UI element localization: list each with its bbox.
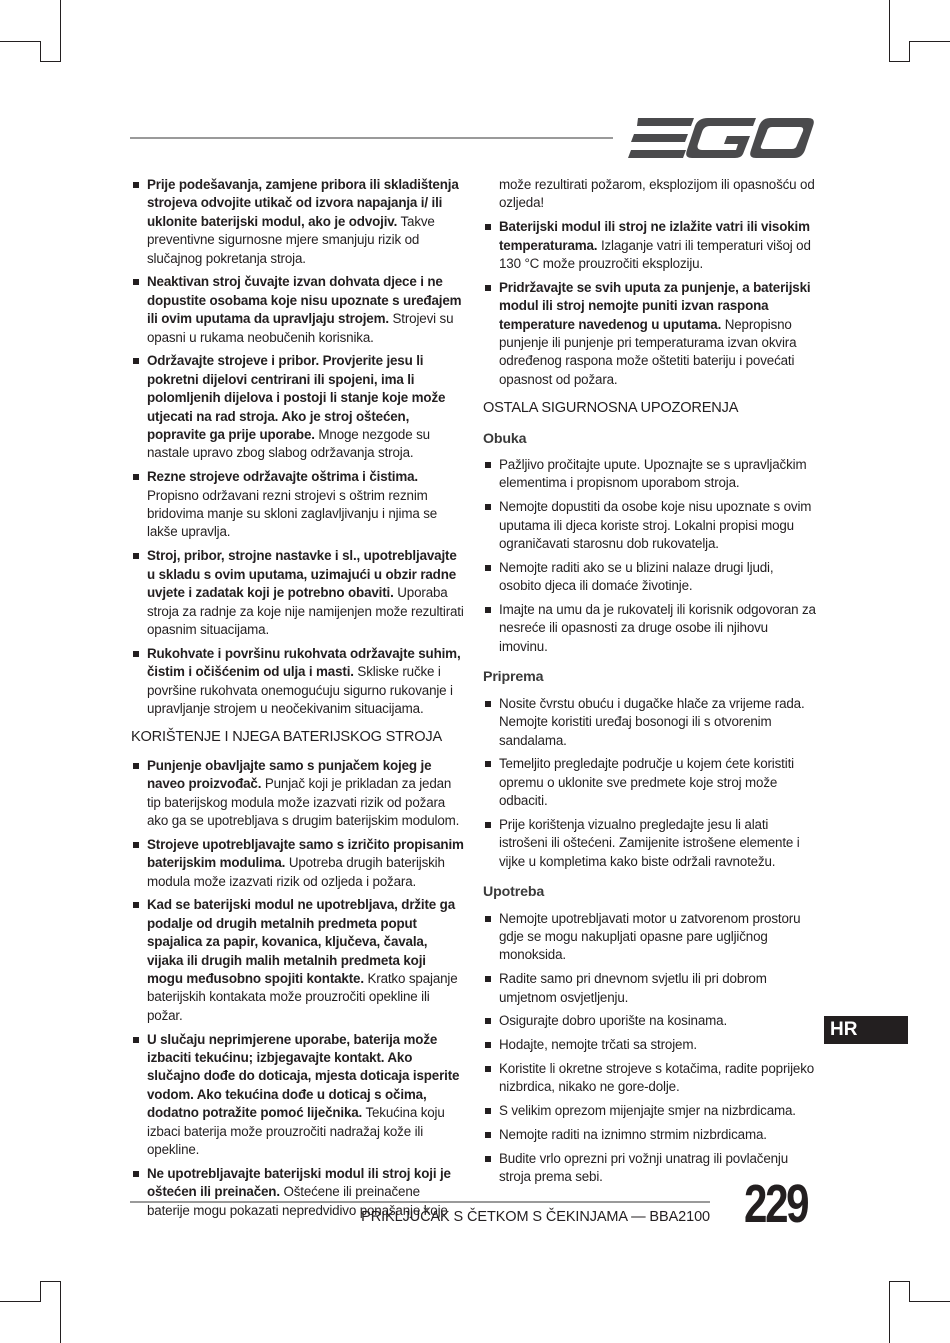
crop-mark xyxy=(910,41,950,42)
list-item: Nosite čvrstu obuću i dugačke hlače za vrijeme rada. Nemojte koristiti uređaj bosonogi ili s otvorenim sandalama. xyxy=(483,695,817,750)
list-item: Pridržavajte se svih uputa za punjenje, a baterijski modul ili stroj nemojte puniti izvan raspona temperature navedenog u uputama. Nepropisno punjenje ili punjenje pri temperaturama izvan okvira određenog raspona može oštetiti bateriju i povećati opasnost od požara. xyxy=(483,279,817,389)
section-title-battery: KORIŠTENJE I NJEGA BATERIJSKOG STROJA xyxy=(131,729,443,746)
bullet-square-icon xyxy=(485,285,491,291)
crop-mark xyxy=(910,1301,950,1302)
bullet-square-icon xyxy=(133,1037,139,1043)
bullet-square-icon xyxy=(133,1171,139,1177)
list-item: Neaktivan stroj čuvajte izvan dohvata djece i ne dopustite osobama koje nisu upoznate s uređajem ili ovim uputama da upravljaju strojem. Strojevi su opasni u rukama neobučenih korisnika. xyxy=(131,273,465,347)
subsection-title-usage: Upotreba xyxy=(483,884,545,901)
subsection-title-training: Obuka xyxy=(483,430,527,447)
list-item: Rezne strojeve održavajte oštrima i čistima. Propisno održavani rezni strojevi s oštrim reznim bridovima manje su skloni zaglavljivanju i njima se lakše upravlja. xyxy=(131,468,465,542)
bullet-square-icon xyxy=(133,358,139,364)
bullet-square-icon xyxy=(485,504,491,510)
bullet-square-icon xyxy=(133,279,139,285)
crop-mark xyxy=(0,41,40,42)
bullet-square-icon xyxy=(485,1018,491,1024)
section-title-other-warnings: OSTALA SIGURNOSNA UPOZORENJA xyxy=(483,400,739,417)
list-item: Osigurajte dobro uporište na kosinama. xyxy=(483,1012,817,1030)
bullet-square-icon xyxy=(485,761,491,767)
header-rule xyxy=(130,137,613,139)
crop-mark xyxy=(40,61,60,62)
bullet-square-icon xyxy=(133,842,139,848)
list-item: Stroj, pribor, strojne nastavke i sl., upotrebljavajte u skladu s ovim uputama, uzimajući u obzir radne uvjete i zadatak koji je potrebno obaviti. Uporaba stroja za radnje za koje nije namijenjen može rezultirati opasnim situacijama. xyxy=(131,547,465,639)
list-item: Nemojte raditi na iznimno strmim nizbrdicama. xyxy=(483,1126,817,1144)
list-item: Imajte na umu da je rukovatelj ili korisnik odgovoran za nesreće ili opasnosti za druge osobe ili njihovu imovinu. xyxy=(483,601,817,656)
bullet-square-icon xyxy=(133,474,139,480)
list-item: Budite vrlo oprezni pri vožnji unatrag ili povlačenju stroja prema sebi. xyxy=(483,1150,817,1187)
right-column xyxy=(483,176,817,1192)
crop-mark xyxy=(889,0,890,62)
bullet-square-icon xyxy=(485,822,491,828)
footer-rule xyxy=(130,1201,710,1203)
list-item: Punjenje obavljajte samo s punjačem kojeg je naveo proizvođač. Punjač koji je prikladan za jedan tip baterijskog modula može izazvati rizik od požara ako ga se upotrebljava s drugim baterijskim modulom. xyxy=(131,757,465,831)
left-column xyxy=(131,176,465,1225)
subsection-title-preparation: Priprema xyxy=(483,669,544,686)
bullet-square-icon xyxy=(485,1066,491,1072)
list-item: Nemojte upotrebljavati motor u zatvorenom prostoru gdje se mogu nakupljati opasne pare ugljičnog monoksida. xyxy=(483,910,817,965)
bullet-square-icon xyxy=(133,651,139,657)
list-item: Prije podešavanja, zamjene pribora ili skladištenja strojeva odvojite utikač od izvora napajanja i/ ili uklonite baterijski modul, ako je odvojiv. Takve preventivne sigurnosne mjere smanjuju rizik od slučajnog pokretanja stroja. xyxy=(131,176,465,268)
crop-mark xyxy=(909,1281,910,1302)
list-item: Rukohvate i površinu rukohvata održavajte suhim, čistim i očišćenim od ulja i masti. Skliske ručke i površine rukohvata onemogućuju sigurno rukovanje i upravljanje strojem u neočekivanim situacijama. xyxy=(131,645,465,719)
crop-mark xyxy=(909,41,910,62)
list-item: Ne upotrebljavajte baterijski modul ili stroj koji je oštećen ili preinačen. Oštećene ili preinačene baterije mogu pokazati nepredvidivo ponašanje koje xyxy=(131,1165,465,1220)
list-item: Hodajte, nemojte trčati sa strojem. xyxy=(483,1036,817,1054)
bullet-square-icon xyxy=(485,607,491,613)
page-number: 229 xyxy=(744,1174,808,1234)
bullet-square-icon xyxy=(485,976,491,982)
bullet-square-icon xyxy=(485,1108,491,1114)
crop-mark xyxy=(60,1281,61,1343)
bullet-square-icon xyxy=(485,1042,491,1048)
list-item: Strojeve upotrebljavajte samo s izričito propisanim baterijskim modulima. Upotreba drugih baterijskih modula može izazvati rizik od ozljeda i požara. xyxy=(131,836,465,891)
bullet-square-icon xyxy=(133,763,139,769)
crop-mark xyxy=(889,1281,890,1343)
list-item: Nemojte dopustiti da osobe koje nisu upoznate s ovim uputama ili djeca koriste stroj. Lokalni propisi mogu ograničavati starosnu dob rukovatelja. xyxy=(483,498,817,553)
list-item: Pažljivo pročitajte upute. Upoznajte se s upravljačkim elementima i propisnom uporabom stroja. xyxy=(483,456,817,493)
list-item: Održavajte strojeve i pribor. Provjerite jesu li pokretni dijelovi centrirani ili spojeni, ima li polomljenih dijelova i postoji li stanje koje može utjecati na rad stroja. Ako je stroj oštećen, popravite ga prije uporabe. Mnoge nezgode su nastale upravo zbog slabog održavanja stroja. xyxy=(131,352,465,462)
bullet-square-icon xyxy=(485,462,491,468)
list-item: Nemojte raditi ako se u blizini nalaze drugi ljudi, osobito djeca ili domaće životinje. xyxy=(483,559,817,596)
list-item: S velikim oprezom mijenjajte smjer na nizbrdicama. xyxy=(483,1102,817,1120)
list-item: Koristite li okretne strojeve s kotačima, radite poprijeko nizbrdica, nikako ne gore-dolje. xyxy=(483,1060,817,1097)
list-item: Baterijski modul ili stroj ne izlažite vatri ili visokim temperaturama. Izlaganje vatri ili temperaturi višoj od 130 °C može prouzročiti eksploziju. xyxy=(483,218,817,273)
footer-title: PRIKLJUČAK S ČETKOM S ČEKINJAMA — BBA2100 xyxy=(361,1209,710,1225)
list-item-continuation: može rezultirati požarom, eksplozijom ili opasnošću od ozljeda! xyxy=(499,177,815,211)
bullet-square-icon xyxy=(485,565,491,571)
crop-mark xyxy=(0,1301,40,1302)
crop-mark xyxy=(889,1281,910,1282)
crop-mark xyxy=(40,1281,60,1282)
language-tab: HR xyxy=(824,1016,908,1044)
bullet-square-icon xyxy=(133,182,139,188)
bullet-square-icon xyxy=(485,916,491,922)
crop-mark xyxy=(40,41,41,62)
bullet-square-icon xyxy=(133,902,139,908)
list-item: Kad se baterijski modul ne upotrebljava, držite ga podalje od drugih metalnih predmeta poput spajalica za papir, kovanica, ključeva, čavala, vijaka ili drugih malih metalnih predmeta koji mogu međusobno spojiti kontakte. Kratko spajanje baterijskih kontakata može prouzročiti opekline ili požar. xyxy=(131,896,465,1025)
crop-mark xyxy=(889,61,910,62)
crop-mark xyxy=(60,0,61,62)
bullet-square-icon xyxy=(485,224,491,230)
bullet-square-icon xyxy=(485,701,491,707)
bullet-square-icon xyxy=(485,1156,491,1162)
bullet-square-icon xyxy=(485,1132,491,1138)
bullet-square-icon xyxy=(133,553,139,559)
ego-logo xyxy=(628,116,814,160)
list-item: Temeljito pregledajte područje u kojem ćete koristiti opremu o uklonite sve predmete koje stroj može odbaciti. xyxy=(483,755,817,810)
list-item: U slučaju neprimjerene uporabe, baterija može izbaciti tekućinu; izbjegavajte kontakt. Ako slučajno dođe do doticaja, mjesta doticaja isperite vodom. Ako tekućina dođe u doticaj s očima, dodatno potražite pomoć liječnika. Tekućina koju izbaci baterija može prouzročiti nadražaj kože ili opekline. xyxy=(131,1031,465,1160)
list-item: Radite samo pri dnevnom svjetlu ili pri dobrom umjetnom osvjetljenju. xyxy=(483,970,817,1007)
list-item: Prije korištenja vizualno pregledajte jesu li alati istrošeni ili oštećeni. Zamijenite istrošene elemente i vijke u kompletima kako biste održali ravnotežu. xyxy=(483,816,817,871)
crop-mark xyxy=(40,1281,41,1302)
